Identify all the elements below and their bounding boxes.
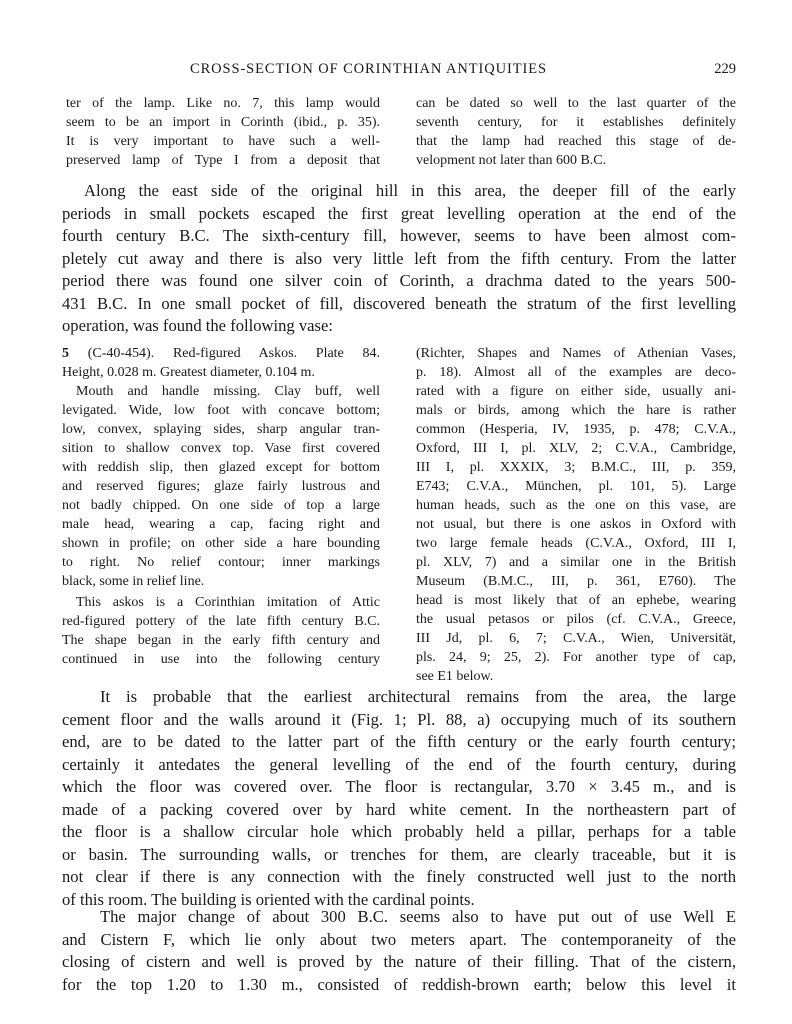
catalog-entry-left	[62, 344, 380, 669]
catalog-heading-text: (C-40-454). Red-figured Askos. Plate 84.	[87, 346, 381, 361]
text-line: the usual petasos or pilos (cf. C.V.A., Greece,	[416, 612, 736, 627]
text-line: pl. XLV, 7) and a similar one in the British	[416, 555, 736, 570]
catalog-discussion	[62, 593, 380, 669]
text-line: ter of the lamp. Like no. 7, this lamp would	[66, 96, 380, 111]
text-line: human heads, such as the one on this vase, are	[416, 498, 736, 513]
text-line: The shape began in the early fifth century and	[62, 633, 380, 648]
page-number: 229	[714, 61, 736, 77]
text-line: continued in use into the following century	[62, 652, 380, 667]
text-line: and Cistern F, which lie only about two meters apart. The contemporaneity of the	[62, 929, 736, 949]
catalog-number: 5	[62, 346, 69, 361]
text-line: made of a packing covered over by hard white cement. In the northeastern part of	[62, 799, 736, 819]
paragraph-major-change	[62, 906, 736, 996]
text-line: preserved lamp of Type I from a deposit that	[66, 153, 380, 168]
text-line: shown in profile; on other side a hare bounding	[62, 536, 380, 551]
top-right-column	[416, 94, 736, 170]
catalog-heading	[62, 344, 380, 363]
text-line: fourth century B.C. The sixth-century fill, however, seems to have been almost com-	[62, 226, 736, 245]
text-line: seem to be an import in Corinth (ibid., p. 35).	[66, 115, 380, 130]
text-line: to right. No relief contour; inner markings	[62, 555, 380, 570]
text-line: 431 B.C. In one small pocket of fill, discovered beneath the stratum of the first levelling	[62, 293, 736, 313]
running-title: CROSS-SECTION OF CORINTHIAN ANTIQUITIES	[190, 61, 547, 77]
text-line: This askos is a Corinthian imitation of Attic	[76, 595, 380, 610]
text-line: sition to shallow convex top. Vase first covered	[62, 441, 380, 456]
text-line: certainly it antedates the general levelling of the end of the fourth century, during	[62, 754, 736, 774]
text-line: the floor is a shallow circular hole which probably held a pillar, perhaps for a table	[62, 822, 736, 841]
text-line: that the lamp had reached this stage of de-	[416, 134, 736, 149]
text-line: red-figured pottery of the late fifth century B.C.	[62, 614, 380, 629]
text-line: closing of cistern and well is proved by the nature of their filling. That of the cistern,	[62, 952, 736, 971]
text-line: mals or birds, among which the hare is rather	[416, 403, 736, 418]
text-line: seventh century, for it establishes definitely	[416, 115, 736, 130]
text-line: not usual, but there is one askos in Oxford with	[416, 517, 736, 532]
text-line: which the floor was covered over. The floor is rectangular, 3.70 × 3.45 m., and is	[62, 777, 736, 796]
text-line: operation, was found the following vase:	[62, 316, 333, 335]
paragraph-east-side	[62, 180, 736, 338]
text-line: (Richter, Shapes and Names of Athenian Vases,	[416, 346, 736, 361]
text-line: black, some in relief line.	[62, 574, 205, 589]
text-line: levigated. Wide, low foot with concave bottom;	[62, 403, 380, 418]
paragraph-architecture	[62, 686, 736, 911]
text-line: p. 18). Almost all of the examples are deco-	[416, 365, 736, 380]
text-line: E743; C.V.A., München, pl. 101, 5). Large	[416, 479, 736, 494]
text-line: velopment not later than 600 B.C.	[416, 153, 607, 168]
catalog-entry-right	[416, 344, 736, 686]
text-line: or basin. The surrounding walls, or trenches for them, are clearly traceable, but it is	[62, 844, 736, 864]
text-line: for the top 1.20 to 1.30 m., consisted of reddish-brown earth; below this level it	[62, 974, 736, 994]
catalog-description	[62, 382, 380, 591]
text-line: cement floor and the walls around it (Fig. 1; Pl. 88, a) occupying much of its southern	[62, 709, 736, 729]
text-line: not clear if there is any connection with the finely constructed well just to the north	[62, 867, 736, 886]
text-line: III Jd, pl. 6, 7; C.V.A., Wien, Universität,	[416, 631, 736, 646]
text-line: pletely cut away and there is also very little left from the fifth century. From the latter	[62, 248, 736, 268]
running-header	[66, 61, 736, 81]
text-line: and reserved figures; glaze fairly lustrous and	[62, 479, 380, 494]
text-line: with reddish slip, then glazed except for bottom	[62, 460, 380, 475]
text-line: It is probable that the earliest architectural remains from the area, the large	[100, 687, 736, 706]
text-line: male head, wearing a cap, facing right and	[62, 517, 380, 532]
text-line: not badly chipped. On one side of top a large	[62, 498, 380, 513]
text-line: pls. 24, 9; 25, 2). For another type of cap,	[416, 650, 736, 665]
text-line: can be dated so well to the last quarter of the	[416, 96, 736, 111]
text-line: It is very important to have such a well-	[66, 134, 380, 149]
text-line: periods in small pockets escaped the first great levelling operation at the end of the	[62, 203, 736, 223]
top-left-column	[66, 94, 380, 170]
text-line: Along the east side of the original hill in this area, the deeper fill of the early	[84, 181, 736, 200]
text-line: Museum (B.M.C., III, p. 361, E760). The	[416, 574, 736, 589]
text-line: Mouth and handle missing. Clay buff, well	[76, 384, 380, 399]
text-line: low, convex, splaying sides, sharp angular tran-	[62, 422, 380, 437]
text-line: rated with a figure on either side, usually ani-	[416, 384, 736, 399]
text-line: head is most likely that of an ephebe, wearing	[416, 593, 736, 608]
text-line: two large female heads (C.V.A., Oxford, III I,	[416, 536, 736, 551]
catalog-dimensions: Height, 0.028 m. Greatest diameter, 0.104 m.	[62, 365, 315, 380]
text-line: common (Hesperia, IV, 1935, p. 478; C.V.A.,	[416, 422, 736, 437]
text-line: of this room. The building is oriented with the cardinal points.	[62, 889, 475, 909]
text-line: end, are to be dated to the latter part of the fifth century or the early fourth century;	[62, 732, 736, 751]
text-line: Oxford, III I, pl. XLV, 2; C.V.A., Cambridge,	[416, 441, 736, 456]
text-line: see E1 below.	[416, 669, 494, 684]
text-line: The major change of about 300 B.C. seems also to have put out of use Well E	[100, 907, 736, 926]
text-line: III I, pl. XXXIX, 3; B.M.C., III, p. 359,	[416, 460, 736, 475]
text-line: period there was found one silver coin of Corinth, a drachma dated to the years 500-	[62, 271, 736, 290]
